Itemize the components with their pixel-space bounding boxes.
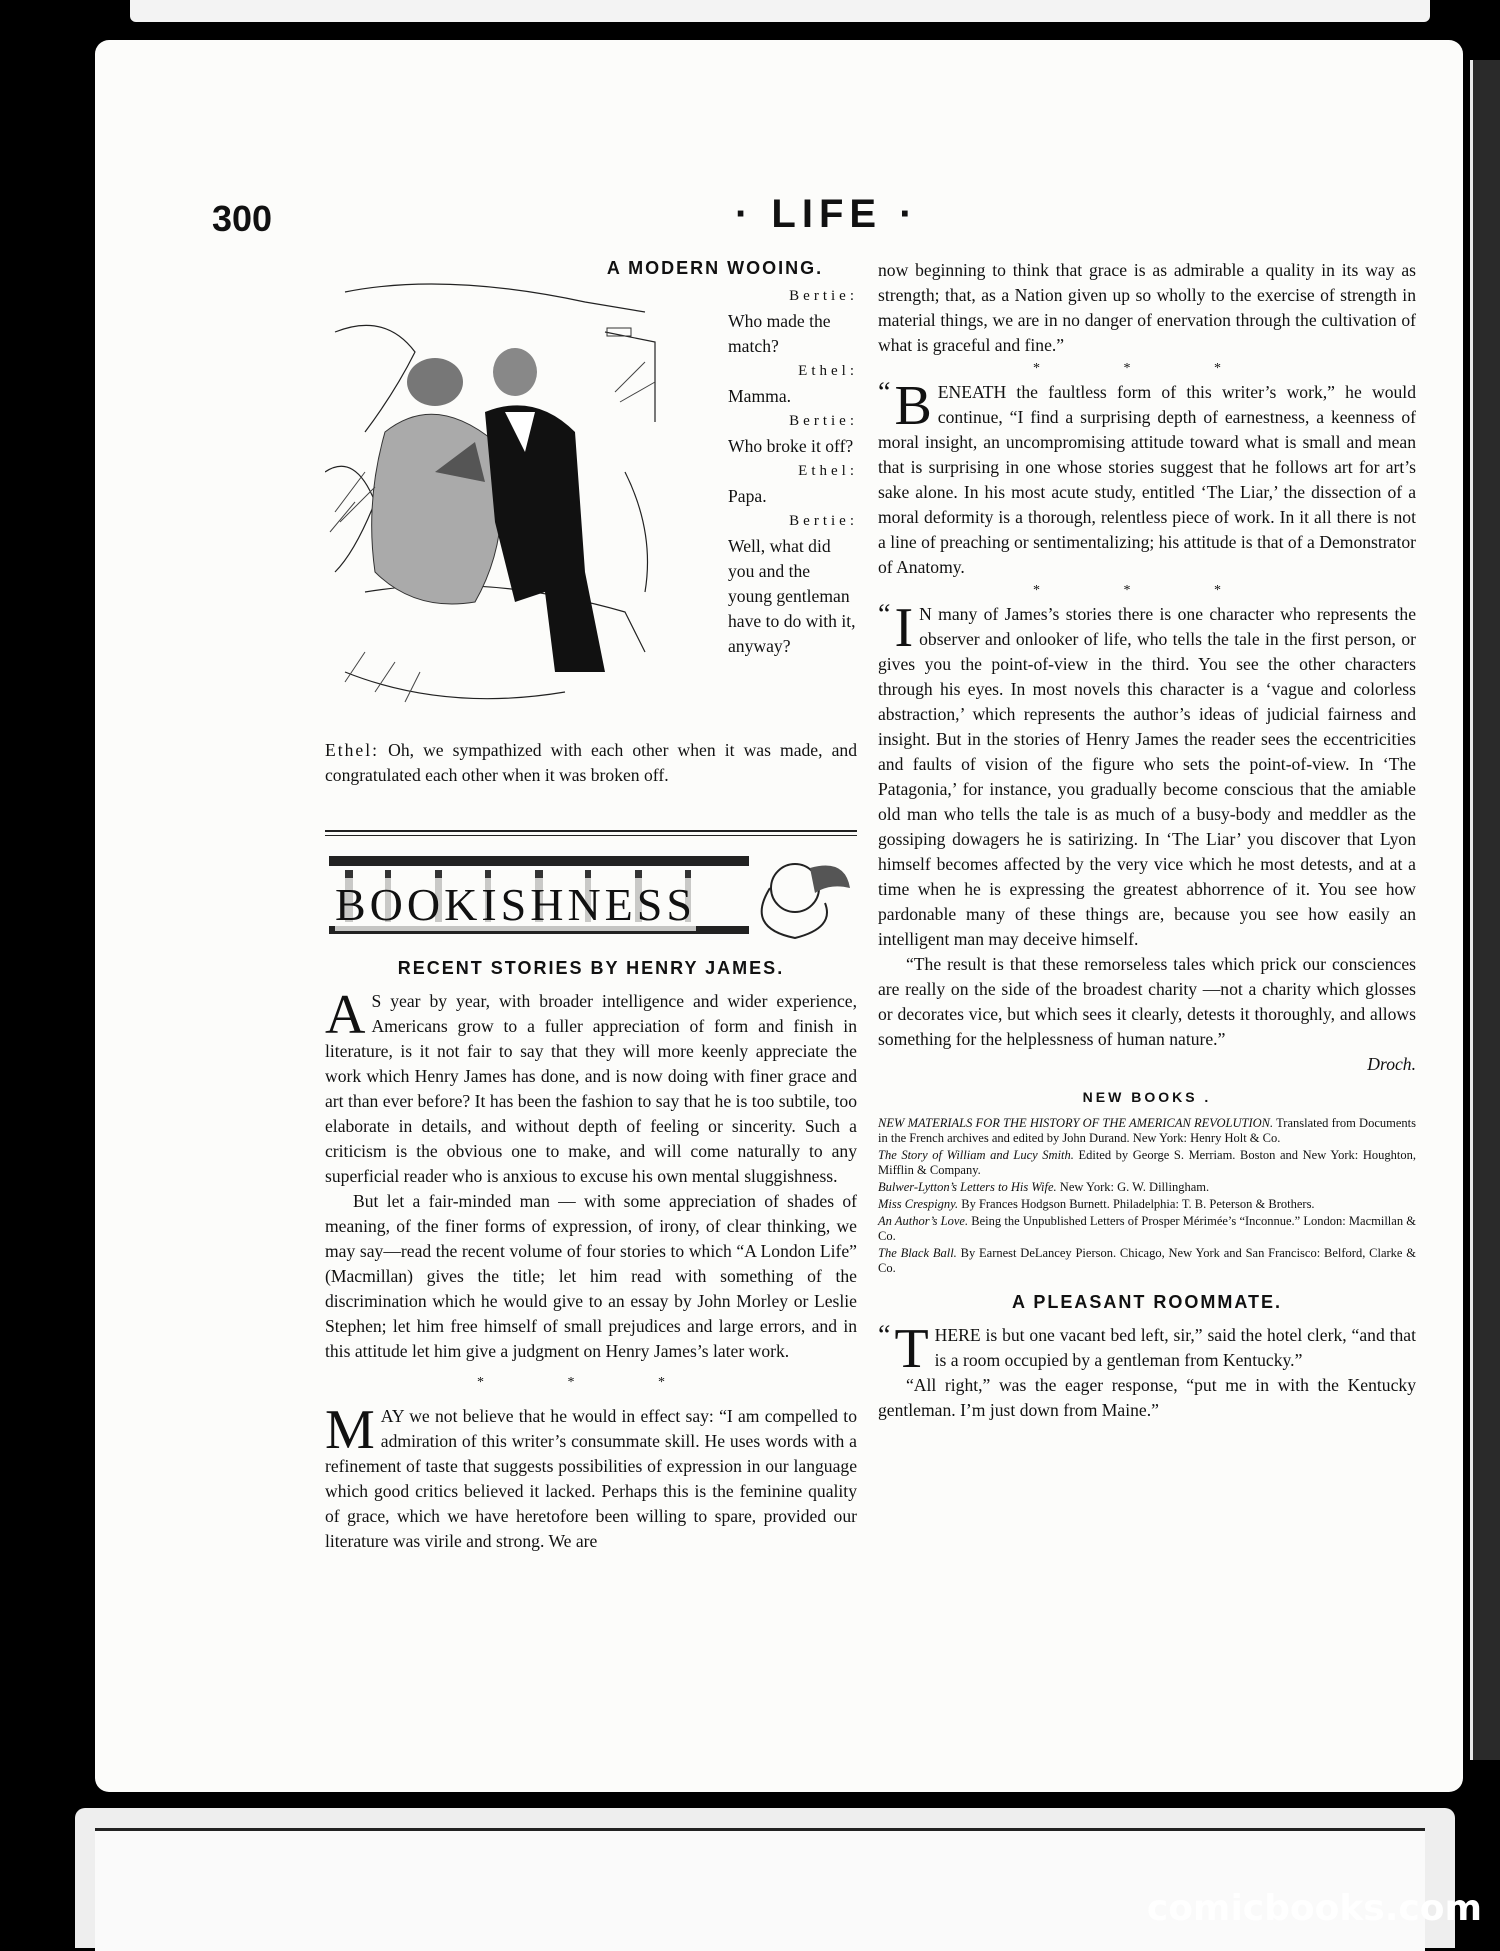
dialog-line: Who made the match? [728, 311, 831, 356]
article-title-roommate: A PLEASANT ROOMMATE. [1012, 1292, 1282, 1312]
banner-title: BOOKISHNESS [335, 879, 696, 930]
review-paragraph [325, 984, 857, 1189]
book-title: Miss Crespigny. [878, 1197, 959, 1211]
review-paragraph [325, 1399, 857, 1554]
dialog-line: Mamma. [728, 386, 792, 406]
book-entry [878, 1197, 1416, 1212]
book-details: Translated from Documents in the French archives and edited by John Durand. New York: Henry Holt & Co. [878, 1116, 1416, 1145]
book-details: Being the Unpublished Letters of Prosper Mérimée’s “Inconnue.” London: Macmillan & Co. [878, 1214, 1417, 1243]
book-title: The Black Ball. [878, 1246, 957, 1260]
book-details: New York: G. W. Dillingham. [1056, 1180, 1210, 1194]
masthead: · LIFE · [735, 192, 919, 236]
open-quote: “ [878, 599, 891, 630]
book-entry [878, 1214, 1416, 1244]
review-title: RECENT STORIES BY HENRY JAMES. [397, 958, 785, 978]
author-signature: Droch. [1367, 1054, 1416, 1074]
bookishness-banner [325, 848, 857, 948]
book-title: NEW MATERIALS FOR THE HISTORY OF THE AMERICAN REVOLUTION. [878, 1116, 1274, 1130]
page-edge-top [130, 0, 1430, 22]
new-books-section [878, 1085, 1416, 1276]
paragraph-text: S year by year, with broader intelligence and wider experience, Americans grow to a fuller appreciation of form and finish in literature, is it not fair to say that they will more keenly appreciate the work which Henry James has done, and is now doing with finer grace and art than ever before? It has been the fashion to say that he is too subtile, too elaborate in details, and without depth of feeling or sincerity. Such a criticism is the obvious one to make, and will come naturally to any superficial reader who is anxious to excuse his own mental sluggishness. [325, 991, 857, 1186]
book-details: Edited by George S. Merriam. Boston and New York: Houghton, Mifflin & Company. [878, 1148, 1416, 1177]
review-paragraph [878, 597, 1416, 952]
dialog-line: Well, what did you and the young gentleman have to do with it, anyway? [728, 536, 856, 656]
drop-cap: T [894, 1318, 929, 1380]
section-divider [325, 830, 857, 836]
book-details: By Frances Hodgson Burnett. Philadelphia: T. B. Peterson & Brothers. [958, 1197, 1315, 1211]
article-title-modern-wooing: A MODERN WOOING. [606, 258, 824, 278]
paragraph-text: N many of James’s stories there is one character who represents the observer and onlooker of life, who tells the tale in the first person, or gives you the point-of-view in the third. You see the other characters through his eyes. In most novels this character is a ‘vague and colorless abstraction,’ which represents the author’s ideas of judicial fairness and insight. But in the stories of Henry James the reader sees the eccentricities and faults of vision of the figure who sets the point-of-view. In ‘The Patagonia,’ for instance, you gradually become conscious that the amiable old man who tells the tale is as much of a busy-body and meddler as the gossiping dowagers he is satirizing. In ‘The Liar’ you discover that Lyon himself becomes affected by the very vice which he most detests, and at a time when he is expressing the greatest abhorrence of it. You see how pardonable many of these things are, because you see how easily an intelligent man may deceive himself. [878, 604, 1416, 949]
speaker-label: Ethel: [325, 740, 380, 760]
review-paragraph [878, 375, 1416, 580]
section-stars: * * * [1033, 361, 1261, 376]
review-paragraph: But let a fair-minded man — with some appreciation of shades of meaning, of the finer forms of expression, of irony, of clear thinking, we may say—read the recent volume of four stories to which “A London Life” (Macmillan) gives the title; let him read with something of the discrimination which he would give to an essay by John Morley or Leslie Stephen; let him free himself of small prejudices and large errors, and in this attitude let him give a judgment on Henry James’s later work. [325, 1191, 857, 1361]
drop-cap: A [325, 984, 366, 1046]
drop-cap: M [325, 1399, 375, 1461]
paragraph-text: HERE is but one vacant bed left, sir,” said the hotel clerk, “and that is a room occupied by a gentleman from Kentucky.” [934, 1325, 1416, 1370]
paragraph-text: AY we not believe that he would in effect say: “I am compelled to admiration of this writer’s consummate skill. He uses words with a refinement of taste that suggests possibilities of expression in our language which good critics believed it lacked. Perhaps this is the feminine quality of grace, which we have heretofore been willing to spare, provided our literature was virile and strong. We are [325, 1406, 857, 1551]
new-books-heading: NEW BOOKS . [1082, 1089, 1212, 1105]
book-entry [878, 1116, 1416, 1146]
book-entry [878, 1148, 1416, 1178]
review-paragraph: “The result is that these remorseless tales which prick our consciences are really on the side of the broadest charity —not a charity which glosses or decorates vice, but which sees it clearly, detests it thoroughly, and allows something for the helplessness of human nature.” [878, 954, 1416, 1049]
page-number: 300 [212, 198, 273, 239]
book-title: An Author’s Love. [878, 1214, 969, 1228]
wooing-dialog [728, 284, 858, 659]
book-title: The Story of William and Lucy Smith. [878, 1148, 1074, 1162]
wooing-final-line [325, 738, 857, 788]
dialog-line: Papa. [728, 486, 767, 506]
speaker-label: Bertie: [789, 288, 858, 304]
dialog-line: Who broke it off? [728, 436, 854, 456]
drop-cap: B [894, 375, 932, 437]
page-edge-right [1470, 60, 1500, 1760]
book-entry [878, 1246, 1416, 1276]
book-details: By Earnest DeLancey Pierson. Chicago, New York and San Francisco: Belford, Clarke & Co. [878, 1246, 1416, 1275]
drop-cap: I [894, 597, 914, 659]
roommate-article [878, 1290, 1416, 1423]
speaker-label: Ethel: [798, 463, 858, 479]
article-paragraph: “All right,” was the eager response, “put me in with the Kentucky gentleman. I’m just down from Maine.” [878, 1375, 1416, 1420]
couple-illustration [325, 272, 685, 732]
right-column [878, 258, 1416, 1423]
review-paragraph: now beginning to think that grace is as admirable a quality in its way as strength; that, as a Nation given up so wholly to the exercise of strength in material things, we are in no danger of enervation through the cultivation of what is graceful and fine.” [878, 260, 1416, 355]
open-quote: “ [878, 377, 891, 408]
paragraph-text: ENEATH the faultless form of this writer’s work,” he would continue, “I find a surprising depth of earnestness, a keenness of moral insight, an uncompromising attitude toward what is small and mean that is surprising in one whose stories suggest that he follows art for art’s sake alone. In his most acute study, entitled ‘The Liar,’ the dissection of a moral deformity is a thorough, relentless piece of work. In it all there is not a line of preaching or sentimentalizing; his attitude is that of a Demonstrator of Anatomy. [878, 382, 1416, 577]
section-stars: * * * [1033, 583, 1261, 598]
dialog-line: Oh, we sympathized with each other when it was made, and congratulated each other when it was broken off. [325, 740, 857, 785]
watermark-text: comicbooks.com [1146, 1888, 1482, 1929]
book-title: Bulwer-Lytton’s Letters to His Wife. [878, 1180, 1057, 1194]
speaker-label: Ethel: [798, 363, 858, 379]
book-entry [878, 1180, 1416, 1195]
bookishness-left-column [325, 956, 857, 1554]
speaker-label: Bertie: [789, 513, 858, 529]
speaker-label: Bertie: [789, 413, 858, 429]
article-paragraph [878, 1318, 1416, 1380]
open-quote: “ [878, 1320, 891, 1351]
section-stars: * * * [477, 1375, 705, 1390]
